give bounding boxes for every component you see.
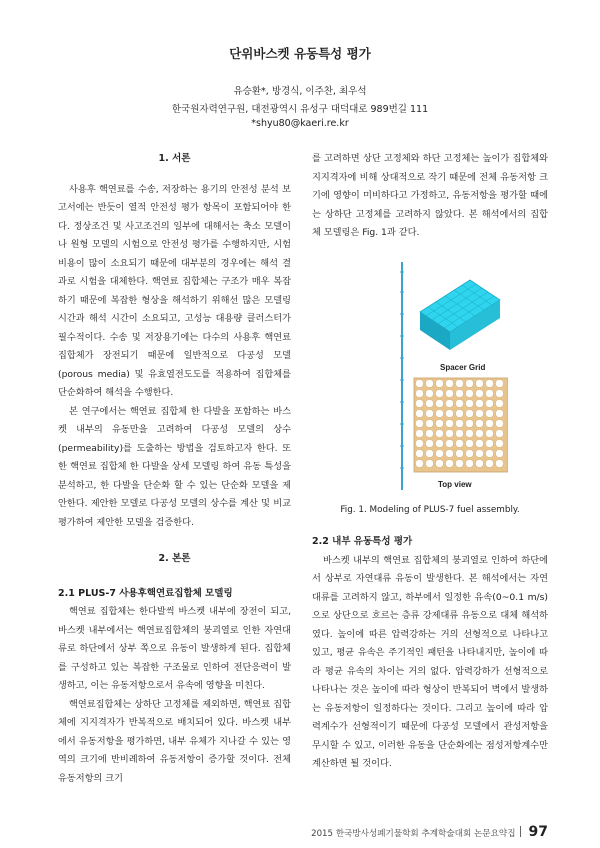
top-view-hole [446,450,454,458]
top-view-hole [446,390,454,398]
top-view-hole [476,420,484,428]
spacer-grid-3d [420,280,500,350]
top-view-hole [416,430,424,438]
top-view-hole [466,410,474,418]
page-footer [200,824,548,840]
top-view-hole [436,380,444,388]
top-view-hole [496,390,504,398]
top-view-hole [446,440,454,448]
top-view-hole [426,380,434,388]
top-view-hole [436,430,444,438]
top-view-hole [476,380,484,388]
footer-text: 2015 한국방사성폐기물학회 추계학술대회 논문요약집 [311,829,516,839]
top-view-hole [466,450,474,458]
top-view-hole [416,460,424,468]
sub22-paragraph-1: 바스켓 내부의 핵연료 집합체의 붕괴열로 인하여 하단에서 상부로 자연대류 유동이 발생한다. 본 해석에서는 자연대류를 고려하지 않고, 하부에서 일정한 유속(0~0.1 m/s)으로 상단으로 흐르는 층류 강제대류 유동으로 대체 해석하였다. 높이에 따른 압력강하는 거의 선형적으로 나타나고 있고, 평균 유속은 주기적인 패턴을 나타내지만, 높이에 따라 평균 유속의 차이는 거의 없다. 압력강하가 선형적으로 나타나는 것은 높이에 따라 형상이 반복되어 벽에서 발생하는 유동저항이 일정하다는 것이다. 그리고 높이에 따라 압력계수가 선형적이기 때문에 다공성 모델에서 관성저항을 무시할 수 있고, 이러한 유동을 단순화에는 점성저항계수만 계산하면 될 것이다. [312,554,548,769]
top-view-hole [426,430,434,438]
top-view-hole [486,420,494,428]
author-list: 유승환*, 방경식, 이주찬, 최우석 [233,86,367,97]
top-view-hole [416,450,424,458]
top-view-hole [426,450,434,458]
top-view-hole [486,440,494,448]
top-view-hole [436,400,444,408]
top-view-hole [476,440,484,448]
right-column-top [312,150,548,243]
top-view-hole [436,440,444,448]
top-view-hole [496,380,504,388]
top-view-hole [496,400,504,408]
top-view-hole [496,460,504,468]
top-view-hole [476,390,484,398]
footer-divider [520,826,521,837]
top-view-hole [486,410,494,418]
intro-heading: 1. 서론 [158,153,191,164]
top-view-hole [466,400,474,408]
top-view-hole [476,450,484,458]
top-view-hole [456,450,464,458]
top-view-hole [466,420,474,428]
top-view-hole [486,450,494,458]
top-view-hole [476,400,484,408]
top-view-hole [496,430,504,438]
top-view-hole [466,430,474,438]
top-view-hole [496,410,504,418]
top-view-hole [496,450,504,458]
top-view-hole [426,390,434,398]
top-view-hole [456,440,464,448]
top-view-hole [426,420,434,428]
spacer-grid-label: Spacer Grid [440,363,486,372]
top-view-hole [466,390,474,398]
paper-title: 단위바스켓 유동특성 평가 [229,46,371,61]
top-view-hole [456,410,464,418]
top-view-hole [436,390,444,398]
top-view-hole [456,430,464,438]
top-view-hole [486,460,494,468]
subsection-2-1-heading: 2.1 PLUS-7 사용후핵연료집합체 모델링 [58,587,233,599]
top-view-hole [416,380,424,388]
top-view-hole [426,410,434,418]
top-view-hole [456,400,464,408]
top-view-hole [476,410,484,418]
top-view-hole [416,420,424,428]
top-view-hole [496,440,504,448]
top-view-hole [436,460,444,468]
top-view-hole [446,430,454,438]
sub21-paragraph-2: 핵연료집합체는 상하단 고정체를 제외하면, 핵연료 집합체에 지지격자가 반복적으로 배치되어 있다. 바스켓 내부에서 유동저항을 평가하면, 내부 유체가 지나갈 수 있는 영역의 크기에 반비례하여 유동저항이 증가할 것이다. 전체 유동저항의 크기 [58,698,291,784]
top-view-hole [446,420,454,428]
top-view-hole [486,400,494,408]
figure-1 [400,262,508,490]
top-view-hole [446,400,454,408]
figure-caption: Fig. 1. Modeling of PLUS-7 fuel assembly. [340,505,520,515]
top-view-hole [476,460,484,468]
top-view-hole [496,420,504,428]
fuel-assembly-figure [400,262,508,490]
left-column [58,150,291,788]
right-paragraph-1: 를 고려하면 상단 고정체와 하단 고정체는 높이가 집합체와 지지격자에 비해 상대적으로 작기 때문에 전체 유동저항 크기에 영향이 미비하다고 가정하고, 유동저항을 평가할 때에는 상하단 고정체를 고려하지 않았다. 본 해석에서의 집합체 모델링은 Fig. 1과 같다. [312,153,548,238]
top-view-hole [436,410,444,418]
top-view-hole [456,390,464,398]
intro-paragraph-2: 본 연구에서는 핵연료 집합체 한 다발을 포함하는 바스켓 내부의 유동만을 고려하여 다공성 모델의 상수(permeability)를 도출하는 방법을 검토하고자 한다. 또한 핵연료 집합체 한 다발을 상세 모델링 하여 유동 특성을 분석하고, 한 다발을 단순화 할 수 있는 단순화 모델을 제안한다. 제안한 모델로 다공성 모델의 상수를 계산 및 비교 평가하여 제안한 모델을 검증한다. [58,405,291,528]
top-view-hole [446,410,454,418]
top-view-hole [456,380,464,388]
top-view-hole [486,390,494,398]
page-number: 97 [528,824,548,840]
affiliation: 한국원자력연구원, 대전광역시 유성구 대덕대로 989번길 111 [171,104,429,115]
top-view-hole [416,390,424,398]
top-view-hole [456,420,464,428]
top-view-hole [436,450,444,458]
top-view-hole [446,380,454,388]
body-heading: 2. 본론 [158,553,191,564]
top-view-hole [426,440,434,448]
intro-paragraph-1: 사용후 핵연료를 수송, 저장하는 용기의 안전성 분석 보고서에는 반듯이 열적 안전성 평가 항목이 포함되어야 한다. 정상조건 및 사고조건의 일부에 대해서는 축소 모델이나 원형 모델의 시험으로 안전성 평가를 수행하지만, 시험 비용이 많이 소요되기 때문에 대부분의 경우에는 해석 결과로 시험을 대체한다. 핵연료 집합체는 구조가 매우 복잡하기 때문에 복잡한 형상을 해석하기 위해선 많은 모델링 시간과 해석 시간이 소요되고, 고성능 대용량 클러스터가 필수적이다. 수송 및 저장용기에는 다수의 사용후 핵연료 집합체가 장전되기 때문에 일반적으로 다공성 모델(porous media) 및 유효열전도도를 적용하여 집합체를 단순화하여 해석을 수행한다. [58,183,291,398]
top-view-hole [426,400,434,408]
right-column-bottom [312,533,548,774]
top-view-hole [456,460,464,468]
top-view-hole [416,410,424,418]
top-view-hole [486,430,494,438]
top-view-hole [416,440,424,448]
author-email: *shyu80@kaeri.re.kr [251,118,349,129]
top-view-hole [446,460,454,468]
top-view-label: Top view [438,480,472,489]
top-view-hole [436,420,444,428]
top-view-hole [476,430,484,438]
top-view-hole [466,440,474,448]
subsection-2-2-heading: 2.2 내부 유동특성 평가 [312,536,413,547]
top-view-hole [486,380,494,388]
top-view-hole [426,460,434,468]
top-view-hole [466,460,474,468]
top-view-hole [416,400,424,408]
sub21-paragraph-1: 핵연료 집합체는 한다발씩 바스켓 내부에 장전이 되고, 바스켓 내부에서는 핵연료집합체의 붕괴열로 인한 자연대류로 하단에서 상부 쪽으로 유동이 발생하게 된다. 집합체를 구성하고 있는 복잡한 구조물로 인하여 전단응력이 발생하고, 이는 유동저항으로서 유속에 영향을 미친다. [58,606,291,691]
top-view-hole [466,380,474,388]
top-view-grid [414,378,508,472]
